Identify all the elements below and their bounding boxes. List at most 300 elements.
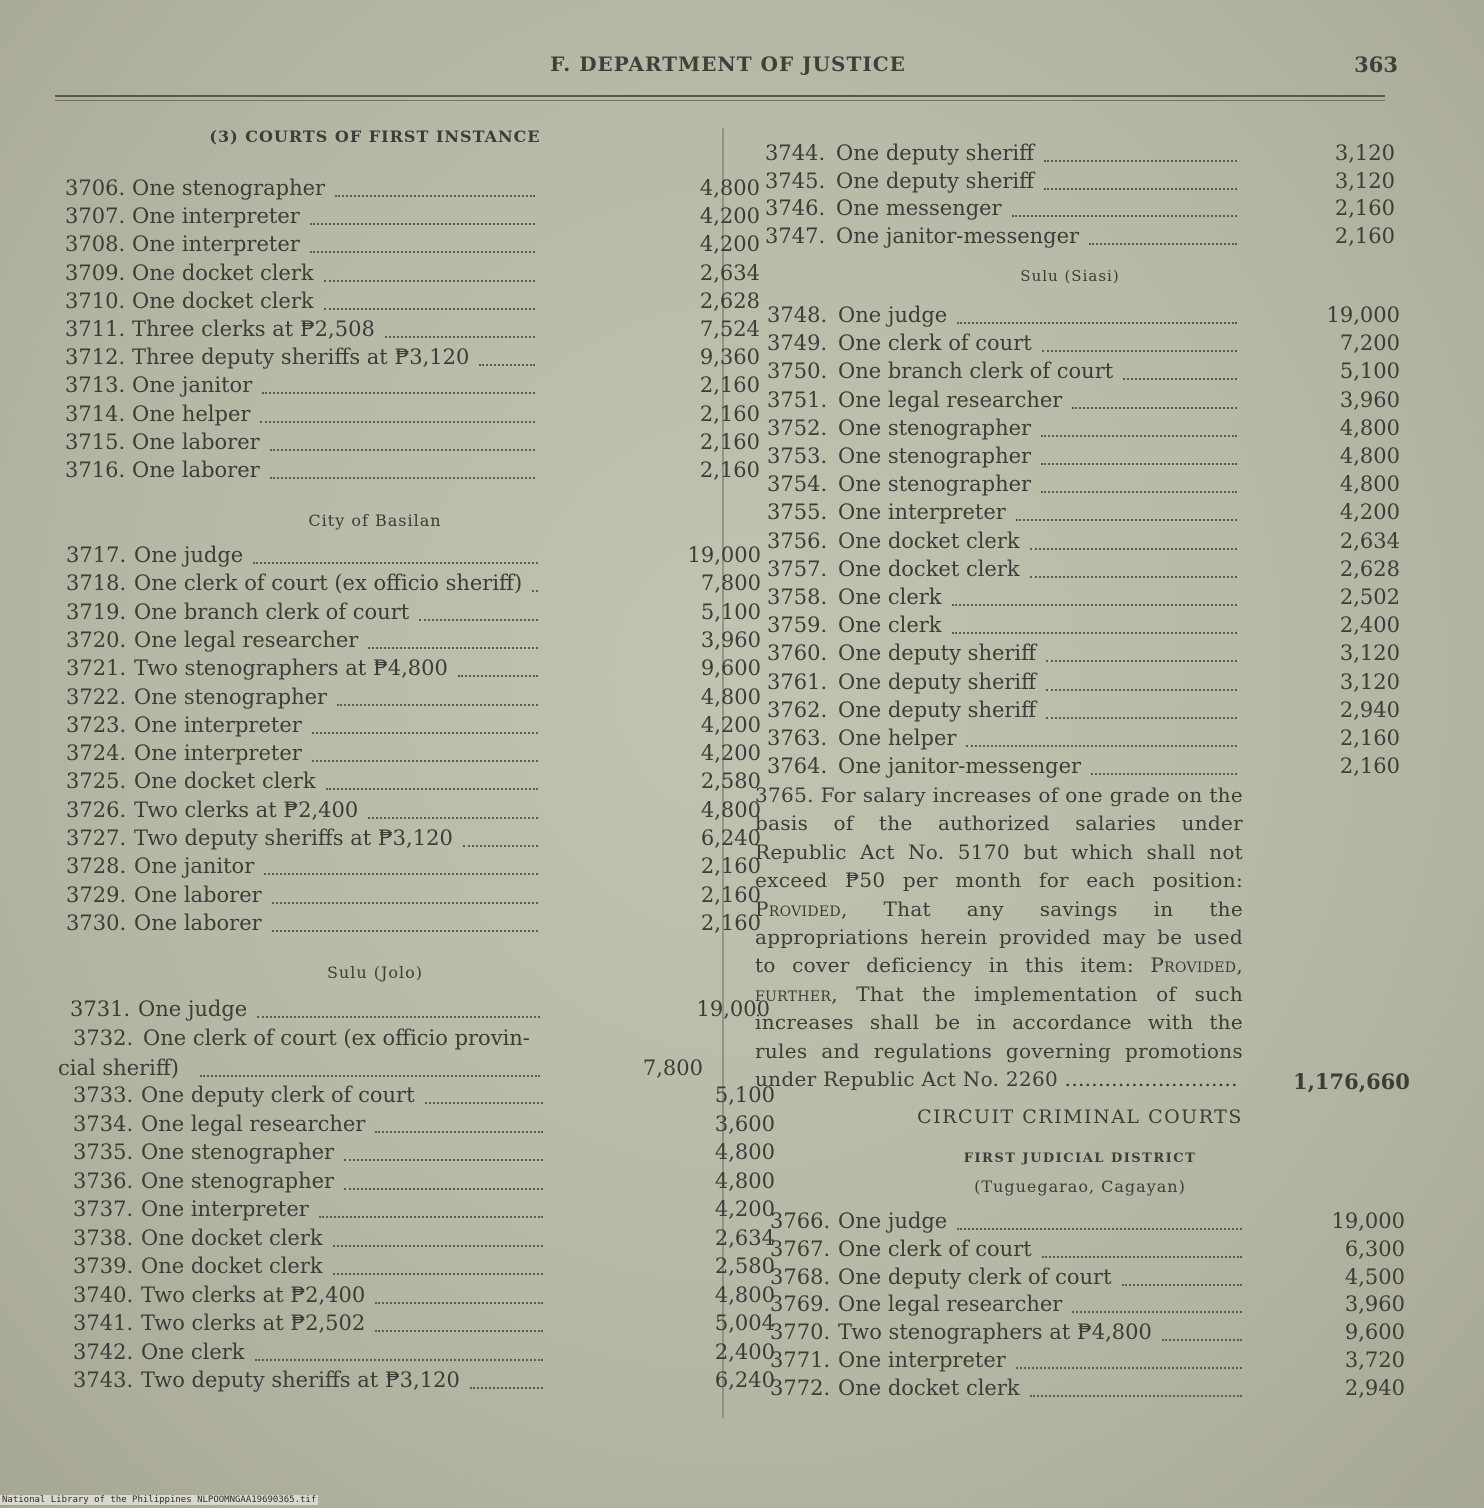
item-description: One laborer — [132, 458, 260, 482]
budget-item-3751 — [767, 388, 1417, 416]
item-number: 3726. — [66, 797, 127, 822]
item-description: Two stenographers at ₱4,800 — [838, 1320, 1152, 1345]
item-description: One docket clerk — [141, 1225, 323, 1250]
item-description: One legal researcher — [838, 387, 1063, 412]
dot-leader — [310, 223, 535, 225]
budget-item-3734 — [73, 1111, 775, 1140]
budget-item-3745 — [765, 169, 1415, 197]
dot-leader — [385, 336, 535, 338]
item-amount: 3,600 — [714, 1111, 775, 1136]
header-rule — [55, 95, 1385, 97]
item-amount: 9,600 — [700, 656, 761, 681]
item-description: One deputy sheriff — [836, 168, 1035, 193]
dot-leader — [272, 930, 538, 932]
dot-leader — [335, 195, 535, 197]
item-number: 3768. — [770, 1264, 831, 1289]
item-amount: 3,120 — [1339, 641, 1400, 666]
item-description: One legal researcher — [838, 1292, 1063, 1317]
budget-item-3707 — [65, 204, 760, 232]
item-description: One clerk of court (ex officio provin- — [143, 1026, 530, 1050]
budget-item-3738 — [73, 1225, 775, 1254]
dot-leader — [312, 760, 538, 762]
budget-item-3737 — [73, 1197, 775, 1225]
item-number: 3713. — [65, 373, 126, 398]
dot-leader — [260, 421, 535, 423]
item-description: One clerk of court (ex officio sheriff) — [134, 571, 523, 596]
item-description: One judge — [138, 997, 248, 1021]
dot-leader — [1030, 576, 1237, 578]
item-description: One interpreter — [838, 500, 1006, 525]
budget-item-3725 — [66, 769, 761, 797]
budget-item-3752 — [767, 416, 1417, 444]
item-number: 3743. — [73, 1368, 134, 1392]
budget-item-3764 — [767, 754, 1417, 782]
dot-leader — [1030, 548, 1237, 550]
dot-leader — [1162, 1339, 1242, 1341]
item-number: 3720. — [66, 627, 127, 652]
item-amount: 5,100 — [714, 1083, 775, 1107]
dot-leader — [1046, 660, 1237, 662]
item-number: 3708. — [65, 232, 126, 257]
item-description: One janitor-messenger — [836, 224, 1080, 249]
item-amount: 19,000 — [1331, 1209, 1405, 1233]
item-number: 3757. — [767, 556, 828, 581]
dot-leader — [310, 251, 535, 253]
item-number: 3734. — [73, 1111, 134, 1136]
item-description: One laborer — [134, 910, 262, 935]
item-description: Three deputy sheriffs at ₱3,120 — [132, 345, 470, 370]
budget-item-3757 — [767, 557, 1417, 585]
item-number: 3719. — [66, 599, 127, 624]
item-number: 3725. — [66, 769, 127, 794]
item-amount: 4,800 — [714, 1140, 775, 1164]
budget-item-3760 — [767, 641, 1417, 669]
item-amount: 2,634 — [714, 1225, 775, 1250]
item-description: One judge — [134, 543, 244, 567]
budget-item-3741 — [73, 1311, 775, 1339]
dot-leader — [957, 322, 1237, 324]
item-description: One janitor-messenger — [838, 754, 1082, 779]
item-amount: 2,634 — [1339, 528, 1400, 553]
item-amount: 4,200 — [699, 204, 760, 229]
item-description: One laborer — [132, 429, 260, 454]
item-amount: 7,800 — [700, 571, 761, 596]
item-amount: 2,628 — [1339, 556, 1400, 581]
item-number: 3764. — [767, 754, 828, 779]
item-amount: 2,634 — [699, 260, 760, 285]
budget-item-3746 — [765, 196, 1415, 224]
dot-leader — [368, 647, 538, 649]
subheading-jolo: Sulu (Jolo) — [326, 963, 424, 982]
section-heading-courts: (3) COURTS OF FIRST INSTANCE — [209, 127, 541, 146]
item-amount: 3,960 — [1344, 1292, 1405, 1317]
item-amount: 6,240 — [700, 826, 761, 850]
budget-item-3735 — [73, 1140, 775, 1168]
item-amount: 3,120 — [1334, 141, 1395, 165]
item-description: One stenographer — [838, 444, 1032, 468]
item-description: One interpreter — [838, 1348, 1006, 1372]
budget-item-3768 — [770, 1265, 1420, 1293]
heading-tuguegarao: (Tuguegarao, Cagayan) — [974, 1177, 1186, 1196]
budget-item-3736 — [73, 1168, 775, 1197]
item-description: One legal researcher — [134, 627, 359, 652]
item-number: 3772. — [770, 1375, 831, 1400]
budget-item-3758 — [767, 585, 1417, 613]
budget-item-3726 — [66, 797, 761, 826]
item-number: 3738. — [73, 1225, 134, 1250]
item-description: Two clerks at ₱2,400 — [141, 1282, 366, 1307]
budget-item-3767 — [770, 1237, 1420, 1265]
item-number: 3718. — [66, 571, 127, 596]
item-description: Two deputy sheriffs at ₱3,120 — [134, 826, 453, 850]
item-number: 3730. — [66, 910, 127, 935]
item-description: One interpreter — [141, 1197, 309, 1221]
dot-leader — [957, 1228, 1242, 1230]
scan-footer: National Library of the Philippines NLPOOMNGAA19690365.tif — [2, 1495, 317, 1505]
item-amount: 2,160 — [1334, 196, 1395, 221]
item-description: One stenographer — [838, 472, 1032, 497]
budget-item-3732-line2 — [58, 1056, 703, 1084]
dot-leader — [1089, 243, 1237, 245]
item-amount: 4,800 — [714, 1282, 775, 1307]
item-description: One docket clerk — [132, 260, 314, 285]
item-number: 3716. — [65, 458, 126, 482]
item-amount: 2,502 — [1339, 585, 1400, 609]
dot-leader — [1122, 1284, 1242, 1286]
budget-item-3722 — [66, 684, 761, 713]
item-description: One docket clerk — [838, 1375, 1020, 1400]
item-description: One deputy clerk of court — [141, 1083, 415, 1107]
item-amount: 2,400 — [1339, 613, 1400, 638]
item-number: 3733. — [73, 1083, 134, 1107]
budget-item-3721 — [66, 656, 761, 684]
budget-item-3766 — [770, 1209, 1420, 1237]
dot-leader — [253, 562, 538, 564]
item-description: One stenographer — [134, 684, 328, 709]
budget-item-3723 — [66, 712, 761, 741]
item-amount: 4,200 — [1339, 500, 1400, 525]
item-number: 3760. — [767, 641, 828, 666]
subheading-basilan: City of Basilan — [308, 511, 442, 530]
item-description: One stenographer — [141, 1140, 335, 1164]
dot-leader — [966, 745, 1237, 747]
item-number: 3740. — [73, 1282, 134, 1307]
item-description: Two stenographers at ₱4,800 — [134, 656, 448, 681]
item-amount: 2,160 — [700, 854, 761, 879]
item-number: 3746. — [765, 196, 826, 221]
item-amount: 3,120 — [1339, 669, 1400, 694]
dot-leader — [324, 308, 535, 310]
dot-leader — [333, 1245, 543, 1247]
item-amount: 4,800 — [700, 684, 761, 709]
budget-item-3718 — [66, 571, 761, 599]
dot-leader — [1012, 215, 1237, 217]
item-number: 3748. — [767, 303, 828, 327]
dot-leader — [463, 845, 538, 847]
item-description: One docket clerk — [141, 1254, 323, 1278]
budget-item-3719 — [66, 599, 761, 628]
item-description: One deputy sheriff — [838, 669, 1037, 694]
budget-item-3742 — [73, 1339, 775, 1368]
item-amount: 2,160 — [699, 429, 760, 454]
item-number: 3751. — [767, 387, 828, 412]
item-number: 3754. — [767, 472, 828, 497]
item-amount: 4,800 — [714, 1168, 775, 1193]
item-amount: 19,000 — [687, 543, 761, 567]
budget-item-3727 — [66, 826, 761, 854]
item-number: 3729. — [66, 882, 127, 907]
budget-item-3711 — [65, 317, 760, 345]
budget-item-3708 — [65, 232, 760, 260]
item-amount: 2,160 — [699, 458, 760, 482]
dot-leader — [1091, 773, 1237, 775]
item-number: 3762. — [767, 697, 828, 722]
item-number: 3744. — [765, 141, 826, 165]
item-description: One branch clerk of court — [134, 599, 410, 624]
item-amount: 4,200 — [700, 741, 761, 766]
dot-leader — [344, 1188, 543, 1190]
item-number: 3722. — [66, 684, 127, 709]
item-description: One docket clerk — [134, 769, 316, 794]
item-number: 3766. — [770, 1209, 831, 1233]
dot-leader — [255, 1359, 543, 1361]
dot-leader — [1072, 407, 1237, 409]
dot-leader — [324, 280, 535, 282]
item-number: 3723. — [66, 712, 127, 737]
item-amount: 2,160 — [1339, 754, 1400, 779]
item-amount: 2,940 — [1339, 697, 1400, 722]
item-description: One docket clerk — [838, 528, 1020, 553]
budget-item-3740 — [73, 1282, 775, 1311]
budget-item-3744 — [765, 141, 1415, 169]
budget-item-3769 — [770, 1292, 1420, 1320]
budget-item-3715 — [65, 429, 760, 458]
item-number: 3735. — [73, 1140, 134, 1164]
item-description: One branch clerk of court — [838, 359, 1114, 384]
dot-leader — [1123, 378, 1237, 380]
dot-leader — [532, 590, 538, 592]
item-description: One stenographer — [838, 415, 1032, 440]
item-number: 3728. — [66, 854, 127, 879]
budget-item-3717 — [66, 543, 761, 571]
budget-item-3743 — [73, 1368, 775, 1396]
item-description: One interpreter — [134, 712, 302, 737]
item-amount: 3,960 — [700, 627, 761, 652]
dot-leader — [952, 632, 1237, 634]
heading-circuit-criminal-courts: CIRCUIT CRIMINAL COURTS — [917, 1106, 1243, 1128]
item-amount: 4,200 — [700, 712, 761, 737]
item-number: 3750. — [767, 359, 828, 384]
dot-leader — [419, 619, 538, 621]
budget-item-3754 — [767, 472, 1417, 500]
budget-item-3716 — [65, 458, 760, 486]
item-number: 3745. — [765, 168, 826, 193]
budget-item-3714 — [65, 401, 760, 430]
item-number: 3731. — [70, 997, 131, 1021]
item-number: 3741. — [73, 1311, 134, 1335]
item-number: 3714. — [65, 401, 126, 426]
dot-leader — [1042, 350, 1237, 352]
item-number: 3759. — [767, 613, 828, 638]
budget-item-3756 — [767, 529, 1417, 557]
item-amount: 9,600 — [1344, 1320, 1405, 1345]
item-amount: 19,000 — [1326, 303, 1400, 327]
item-number: 3717. — [66, 543, 127, 567]
item-3765-paragraph: 3765. For salary increases of one grade on the basis of the authorized salaries under Republic Act No. 5170 but which shall not exceed ₱50 per month for each position: Provided, That any savings in the appropriations herein provided may be used to cover deficiency in this item: Provided, further, That the implementation of such increases shall be in accordance with the rules and regulations governing promotions under Republic Act No. 2260 .......................... — [755, 783, 1243, 1092]
dot-leader — [333, 1273, 543, 1275]
dot-leader — [375, 1131, 543, 1133]
item-description-continued: cial sheriff) — [58, 1056, 179, 1080]
dot-leader — [368, 817, 538, 819]
item-amount: 5,100 — [700, 599, 761, 624]
item-number: 3709. — [65, 260, 126, 285]
dot-leader — [1072, 1311, 1242, 1313]
item-description: Two clerks at ₱2,400 — [134, 797, 359, 822]
item-amount: 2,160 — [700, 910, 761, 935]
item-description: One laborer — [134, 882, 262, 907]
item-description: One interpreter — [132, 232, 300, 257]
dot-leader — [319, 1216, 543, 1218]
budget-item-3733 — [73, 1083, 775, 1111]
budget-item-3728 — [66, 854, 761, 882]
budget-item-3706 — [65, 176, 760, 204]
item-number: 3737. — [73, 1197, 134, 1221]
item-amount: 19,000 — [696, 997, 770, 1021]
item-description: One judge — [838, 303, 948, 327]
item-number: 3707. — [65, 204, 126, 229]
item-description: One docket clerk — [132, 288, 314, 313]
dot-leader — [425, 1102, 543, 1104]
subheading-siasi: Sulu (Siasi) — [1020, 267, 1120, 285]
budget-item-3762 — [767, 698, 1417, 726]
budget-item-3761 — [767, 670, 1417, 698]
item-description: One deputy sheriff — [838, 697, 1037, 722]
budget-item-3749 — [767, 331, 1417, 359]
item-amount: 7,200 — [1339, 331, 1400, 356]
budget-item-3753 — [767, 444, 1417, 472]
budget-item-3771 — [770, 1348, 1420, 1376]
item-amount: 3,120 — [1334, 168, 1395, 193]
item-description: One docket clerk — [838, 556, 1020, 581]
item-description: One deputy clerk of court — [838, 1264, 1112, 1289]
dot-leader — [1046, 717, 1237, 719]
item-description: One clerk of court — [838, 1236, 1032, 1261]
budget-item-3731 — [70, 997, 770, 1025]
item-number: 3747. — [765, 224, 826, 249]
item-number: 3712. — [65, 345, 126, 370]
item-number: 3749. — [767, 331, 828, 356]
item-number: 3727. — [66, 826, 127, 850]
item-amount: 7,524 — [699, 317, 760, 341]
dot-leader — [458, 675, 538, 677]
budget-item-3759 — [767, 613, 1417, 641]
item-description: Three clerks at ₱2,508 — [132, 317, 375, 341]
item-description: One helper — [132, 401, 251, 426]
item-amount: 4,800 — [700, 797, 761, 822]
dot-leader — [1044, 160, 1237, 162]
item-amount: 5,100 — [1339, 359, 1400, 384]
item-amount: 6,240 — [714, 1368, 775, 1392]
budget-item-3763 — [767, 726, 1417, 754]
dot-leader — [375, 1330, 543, 1332]
item-amount: 3,960 — [1339, 387, 1400, 412]
item-amount: 2,160 — [1339, 726, 1400, 750]
item-amount: 7,800 — [642, 1056, 703, 1080]
dot-leader — [1016, 519, 1237, 521]
item-description: One interpreter — [134, 741, 302, 766]
item-description: One clerk — [838, 585, 942, 609]
budget-item-3713 — [65, 373, 760, 401]
item-description: One janitor — [132, 373, 253, 398]
budget-item-3724 — [66, 741, 761, 769]
budget-item-3720 — [66, 627, 761, 656]
budget-item-3772 — [770, 1376, 1420, 1404]
item-description: One stenographer — [132, 176, 326, 200]
item-amount: 5,004 — [714, 1311, 775, 1335]
dot-leader — [1044, 188, 1237, 190]
dot-leader — [470, 1387, 543, 1389]
item-number: 3771. — [770, 1348, 831, 1372]
item-amount: 2,160 — [1334, 224, 1395, 249]
dot-leader — [312, 732, 538, 734]
item-number: 3736. — [73, 1168, 134, 1193]
header-rule-thin — [55, 100, 1385, 101]
item-description: One judge — [838, 1209, 948, 1233]
item-number: 3755. — [767, 500, 828, 525]
item-number: 3711. — [65, 317, 126, 341]
item-amount: 2,160 — [699, 373, 760, 398]
item-number: 3758. — [767, 585, 828, 609]
dot-leader — [1041, 491, 1237, 493]
item-description: One stenographer — [141, 1168, 335, 1193]
item-description: One clerk — [141, 1339, 245, 1364]
heading-first-judicial-district: FIRST JUDICIAL DISTRICT — [963, 1151, 1197, 1166]
item-description: Two clerks at ₱2,502 — [141, 1311, 366, 1335]
item-number: 3706. — [65, 176, 126, 200]
item-description: One janitor — [134, 854, 255, 879]
running-head — [0, 52, 1484, 82]
dot-leader — [337, 704, 538, 706]
item-number: 3721. — [66, 656, 127, 681]
item-number: 3724. — [66, 741, 127, 766]
item-description: One deputy sheriff — [836, 141, 1035, 165]
item-description: One clerk of court — [838, 331, 1032, 356]
budget-item-3710 — [65, 288, 760, 317]
item-number: 3710. — [65, 288, 126, 313]
item-amount: 4,800 — [1339, 472, 1400, 497]
item-amount: 2,580 — [700, 769, 761, 794]
item-description: One legal researcher — [141, 1111, 366, 1136]
item-amount: 6,300 — [1344, 1236, 1405, 1261]
item-amount: 3,720 — [1344, 1348, 1405, 1372]
item-number: 3761. — [767, 669, 828, 694]
dot-leader — [1041, 463, 1237, 465]
item-description: One interpreter — [132, 204, 300, 229]
dot-leader — [262, 392, 535, 394]
item-amount: 2,400 — [714, 1339, 775, 1364]
item-number: 3769. — [770, 1292, 831, 1317]
budget-item-3750 — [767, 359, 1417, 387]
dot-leader — [375, 1302, 543, 1304]
dot-leader: .......................... — [1064, 1067, 1238, 1092]
item-number: 3763. — [767, 726, 828, 750]
dot-leader — [264, 873, 538, 875]
item-number: 3732. — [73, 1026, 134, 1050]
item-description: One deputy sheriff — [838, 641, 1037, 666]
item-amount: 2,940 — [1344, 1375, 1405, 1400]
item-number: 3770. — [770, 1320, 831, 1345]
item-number: 3752. — [767, 415, 828, 440]
